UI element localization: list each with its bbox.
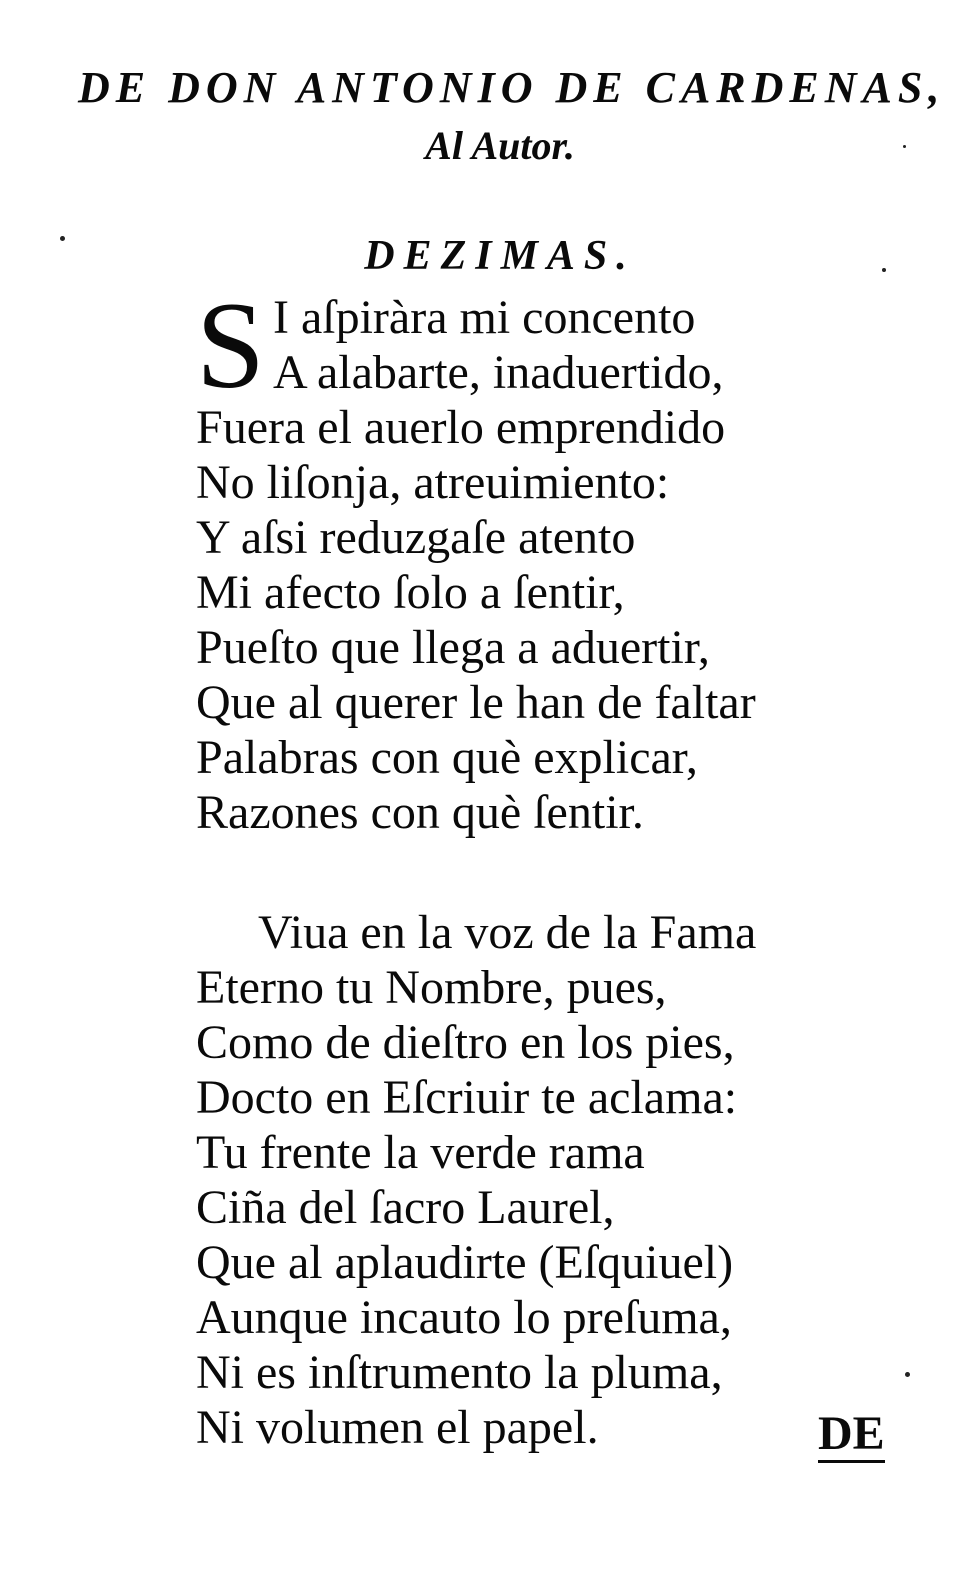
verse-line: I aſpiràra mi concento xyxy=(272,291,696,344)
dedication-subtitle: Al Autor. xyxy=(425,123,575,168)
verse-line: Como de dieſtro en los pies, xyxy=(196,1016,735,1069)
verse-line: Razones con què ſentir. xyxy=(196,786,644,839)
verse-line: Fuera el auerlo emprendido xyxy=(196,401,726,454)
ink-speck xyxy=(60,236,65,241)
verse-line: Pueſto que llega a aduertir, xyxy=(196,621,710,674)
verse-line: No liſonja, atreuimiento: xyxy=(196,456,670,509)
drop-cap: S xyxy=(196,277,265,414)
page-title: DE DON ANTONIO DE CARDENAS, xyxy=(78,63,946,112)
verse-line: Docto en Eſcriuir te aclama: xyxy=(196,1071,738,1124)
ink-speck xyxy=(903,145,906,148)
verse-line: Aunque incauto lo preſuma, xyxy=(196,1291,732,1344)
verse-line: Que al querer le han de faltar xyxy=(196,676,756,729)
verse-line: Eterno tu Nombre, pues, xyxy=(196,961,667,1014)
ink-speck xyxy=(882,268,886,272)
catchword: DE xyxy=(818,1410,885,1463)
verse-line: Ni volumen el papel. xyxy=(196,1401,599,1454)
verse-line: Mi afecto ſolo a ſentir, xyxy=(196,566,625,619)
verse-line: Ciña del ſacro Laurel, xyxy=(196,1181,615,1234)
stanza-2 xyxy=(196,905,756,1455)
verse-line: Y aſsi reduzgaſe atento xyxy=(196,511,636,564)
verse-line: Que al aplaudirte (Eſquiuel) xyxy=(196,1236,734,1289)
verse-line: Viua en la voz de la Fama xyxy=(258,906,757,959)
verse-line: A alabarte, inaduertido, xyxy=(272,346,724,399)
verse-line: Tu frente la verde rama xyxy=(196,1126,645,1179)
verse-line: Palabras con què explicar, xyxy=(196,731,698,784)
section-heading: DEZIMAS. xyxy=(364,233,636,279)
ink-speck xyxy=(905,1372,910,1377)
verse-line: Ni es inſtrumento la pluma, xyxy=(196,1346,723,1399)
stanza-1 xyxy=(196,277,756,840)
